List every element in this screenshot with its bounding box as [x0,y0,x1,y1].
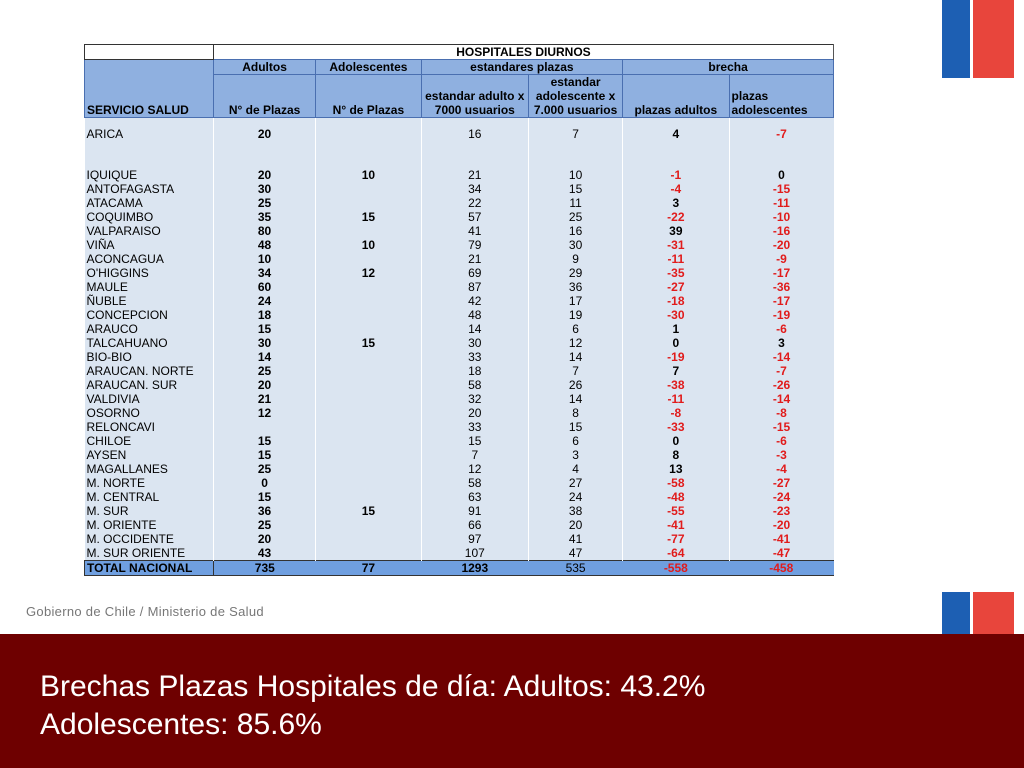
cell-estandar-adolescente: 26 [529,378,623,392]
table-row [85,350,834,364]
cell-servicio: VIÑA [85,238,214,252]
cell-plazas-adolescentes [316,294,421,308]
cell-plazas-adolescentes: 15 [316,210,421,224]
cell-servicio: TALCAHUANO [85,336,214,350]
cell-estandar-adulto: 22 [421,196,528,210]
cell-brecha-adolescentes: -20 [729,238,833,252]
cell-plazas-adolescentes [316,196,421,210]
cell-plazas-adultos: 20 [213,142,315,182]
cell-brecha-adolescentes: -26 [729,378,833,392]
table-row [85,448,834,462]
cell-servicio: ANTOFAGASTA [85,182,214,196]
cell-estandar-adolescente: 19 [529,308,623,322]
cell-brecha-adultos: -27 [623,280,729,294]
cell-servicio: ATACAMA [85,196,214,210]
cell-estandar-adolescente: 47 [529,546,623,561]
cell-plazas-adolescentes [316,350,421,364]
cell-estandar-adolescente: 14 [529,392,623,406]
total-cell-plazas-adolescentes: 77 [316,561,421,576]
cell-plazas-adolescentes [316,476,421,490]
cell-servicio: M. SUR [85,504,214,518]
cell-brecha-adultos: -41 [623,518,729,532]
table-row [85,364,834,378]
cell-estandar-adulto: 21 [421,252,528,266]
cell-plazas-adultos: 14 [213,350,315,364]
table-row [85,196,834,210]
table-row [85,420,834,434]
cell-plazas-adultos: 25 [213,364,315,378]
cell-brecha-adolescentes: -41 [729,532,833,546]
cell-plazas-adolescentes [316,118,421,143]
cell-plazas-adultos: 36 [213,504,315,518]
cell-brecha-adultos: 3 [623,196,729,210]
cell-estandar-adulto: 32 [421,392,528,406]
cell-plazas-adolescentes [316,406,421,420]
cell-estandar-adulto: 48 [421,308,528,322]
cell-plazas-adultos: 0 [213,476,315,490]
column-header-servicio: SERVICIO SALUD [85,60,214,118]
cell-estandar-adolescente: 6 [529,322,623,336]
cell-estandar-adolescente: 41 [529,532,623,546]
banner-title-line-1: Brechas Plazas Hospitales de día: Adultos: 43.2% [40,670,706,703]
cell-brecha-adultos: 39 [623,224,729,238]
cell-brecha-adolescentes: -8 [729,406,833,420]
table-title-row [85,45,834,60]
cell-estandar-adolescente: 38 [529,504,623,518]
table-row [85,238,834,252]
cell-servicio: ARAUCAN. SUR [85,378,214,392]
cell-plazas-adolescentes: 10 [316,238,421,252]
cell-brecha-adultos: -35 [623,266,729,280]
group-header-brecha: brecha [623,60,834,75]
cell-brecha-adolescentes: -9 [729,252,833,266]
cell-brecha-adolescentes: -14 [729,392,833,406]
cell-brecha-adultos: -1 [623,142,729,182]
cell-brecha-adultos: -22 [623,210,729,224]
cell-brecha-adultos: 8 [623,448,729,462]
cell-brecha-adultos: 13 [623,462,729,476]
cell-brecha-adultos: -58 [623,476,729,490]
cell-estandar-adulto: 33 [421,350,528,364]
cell-estandar-adolescente: 9 [529,252,623,266]
cell-brecha-adolescentes: -24 [729,490,833,504]
cell-plazas-adolescentes [316,392,421,406]
cell-plazas-adultos: 24 [213,294,315,308]
table-row [85,518,834,532]
cell-estandar-adulto: 57 [421,210,528,224]
cell-plazas-adolescentes: 15 [316,336,421,350]
cell-plazas-adolescentes [316,490,421,504]
table-row [85,280,834,294]
cell-servicio: ÑUBLE [85,294,214,308]
cell-plazas-adultos: 15 [213,448,315,462]
cell-brecha-adultos: -48 [623,490,729,504]
flag-red-stripe [972,592,1014,634]
cell-brecha-adolescentes: -23 [729,504,833,518]
cell-plazas-adultos: 35 [213,210,315,224]
table-row [85,504,834,518]
cell-brecha-adolescentes: -7 [729,364,833,378]
flag-blue-stripe [942,592,972,634]
cell-servicio: ARAUCAN. NORTE [85,364,214,378]
cell-servicio: ARICA [85,118,214,143]
cell-plazas-adolescentes: 15 [316,504,421,518]
cell-plazas-adultos: 18 [213,308,315,322]
table-row [85,210,834,224]
cell-plazas-adultos: 48 [213,238,315,252]
cell-brecha-adolescentes: -36 [729,280,833,294]
cell-brecha-adolescentes: -11 [729,196,833,210]
corner-cell [85,45,214,60]
cell-servicio: VALDIVIA [85,392,214,406]
cell-estandar-adolescente: 20 [529,518,623,532]
cell-brecha-adolescentes: -6 [729,322,833,336]
cell-brecha-adultos: -8 [623,406,729,420]
flag-divider [970,0,973,78]
flag-divider [970,592,973,634]
cell-plazas-adultos: 30 [213,336,315,350]
cell-brecha-adultos: -33 [623,420,729,434]
chile-flag-logo-bottom [942,592,1014,634]
table-row [85,252,834,266]
table-row [85,118,834,143]
cell-estandar-adolescente: 29 [529,266,623,280]
column-header-plazas-adultos: N° de Plazas [213,75,315,118]
cell-estandar-adulto: 15 [421,434,528,448]
cell-brecha-adolescentes: -10 [729,210,833,224]
cell-servicio: ACONCAGUA [85,252,214,266]
cell-estandar-adolescente: 15 [529,182,623,196]
group-header-adolescentes: Adolescentes [316,60,421,75]
chile-flag-logo-top [942,0,1014,78]
cell-brecha-adolescentes: -17 [729,294,833,308]
cell-estandar-adulto: 58 [421,476,528,490]
cell-servicio: M. ORIENTE [85,518,214,532]
cell-brecha-adultos: 4 [623,118,729,143]
cell-brecha-adolescentes: -15 [729,420,833,434]
cell-plazas-adolescentes [316,182,421,196]
cell-plazas-adultos: 25 [213,518,315,532]
cell-estandar-adulto: 66 [421,518,528,532]
cell-estandar-adulto: 21 [421,142,528,182]
column-header-estandar-adolescente: estandar adolescente x 7.000 usuarios [529,75,623,118]
cell-estandar-adolescente: 14 [529,350,623,364]
cell-brecha-adolescentes: -3 [729,448,833,462]
cell-plazas-adolescentes [316,532,421,546]
cell-estandar-adolescente: 11 [529,196,623,210]
cell-brecha-adultos: -77 [623,532,729,546]
cell-plazas-adultos: 15 [213,434,315,448]
flag-red-stripe [972,0,1014,78]
cell-plazas-adultos: 30 [213,182,315,196]
table-total-row [85,561,834,576]
table-row [85,308,834,322]
cell-estandar-adulto: 41 [421,224,528,238]
cell-plazas-adultos: 43 [213,546,315,561]
cell-brecha-adultos: -30 [623,308,729,322]
cell-estandar-adulto: 12 [421,462,528,476]
cell-servicio: OSORNO [85,406,214,420]
cell-estandar-adolescente: 17 [529,294,623,308]
cell-plazas-adultos [213,420,315,434]
table-row [85,532,834,546]
cell-brecha-adultos: 0 [623,434,729,448]
cell-estandar-adolescente: 16 [529,224,623,238]
cell-brecha-adultos: 0 [623,336,729,350]
table-row [85,294,834,308]
cell-estandar-adolescente: 25 [529,210,623,224]
cell-brecha-adolescentes: -47 [729,546,833,561]
cell-estandar-adulto: 63 [421,490,528,504]
cell-estandar-adolescente: 10 [529,142,623,182]
cell-servicio: AYSEN [85,448,214,462]
cell-estandar-adulto: 42 [421,294,528,308]
cell-servicio: CONCEPCION [85,308,214,322]
banner-title-line-2: Adolescentes: 85.6% [40,708,322,741]
cell-brecha-adolescentes: -14 [729,350,833,364]
cell-estandar-adolescente: 24 [529,490,623,504]
cell-estandar-adolescente: 8 [529,406,623,420]
column-header-estandar-adulto: estandar adulto x 7000 usuarios [421,75,528,118]
cell-plazas-adolescentes [316,518,421,532]
column-header-brecha-adultos: plazas adultos [623,75,729,118]
table-row [85,490,834,504]
column-header-plazas-adolescentes: N° de Plazas [316,75,421,118]
cell-estandar-adulto: 79 [421,238,528,252]
cell-servicio: BIO-BIO [85,350,214,364]
table-row [85,224,834,238]
cell-estandar-adulto: 14 [421,322,528,336]
cell-servicio: MAULE [85,280,214,294]
table-title: HOSPITALES DIURNOS [213,45,833,60]
cell-servicio: COQUIMBO [85,210,214,224]
hospitales-diurnos-table-container [84,44,834,576]
cell-plazas-adolescentes [316,546,421,561]
cell-plazas-adultos: 10 [213,252,315,266]
cell-estandar-adulto: 97 [421,532,528,546]
cell-estandar-adulto: 58 [421,378,528,392]
total-cell-servicio: TOTAL NACIONAL [85,561,214,576]
cell-estandar-adulto: 16 [421,118,528,143]
table-row [85,266,834,280]
banner-title [40,668,705,744]
cell-brecha-adultos: -38 [623,378,729,392]
cell-brecha-adolescentes: -15 [729,182,833,196]
table-row [85,434,834,448]
cell-servicio: CHILOE [85,434,214,448]
table-row [85,378,834,392]
table-row [85,406,834,420]
cell-plazas-adultos: 25 [213,462,315,476]
cell-brecha-adultos: -18 [623,294,729,308]
group-header-estandares: estandares plazas [421,60,623,75]
cell-servicio: M. CENTRAL [85,490,214,504]
hospitales-diurnos-table [84,44,834,576]
cell-brecha-adolescentes: -17 [729,266,833,280]
cell-brecha-adolescentes: -4 [729,462,833,476]
cell-estandar-adulto: 7 [421,448,528,462]
cell-brecha-adolescentes: 3 [729,336,833,350]
cell-plazas-adultos: 60 [213,280,315,294]
cell-plazas-adultos: 20 [213,378,315,392]
cell-plazas-adolescentes [316,308,421,322]
total-cell-brecha-adolescentes: -458 [729,561,833,576]
cell-brecha-adultos: -19 [623,350,729,364]
cell-plazas-adolescentes [316,280,421,294]
cell-servicio: MAGALLANES [85,462,214,476]
cell-servicio: M. NORTE [85,476,214,490]
cell-brecha-adultos: -31 [623,238,729,252]
cell-brecha-adultos: 1 [623,322,729,336]
cell-plazas-adolescentes [316,434,421,448]
cell-estandar-adolescente: 15 [529,420,623,434]
cell-servicio: IQUIQUE [85,142,214,182]
cell-servicio: RELONCAVI [85,420,214,434]
cell-estandar-adolescente: 3 [529,448,623,462]
cell-estandar-adolescente: 6 [529,434,623,448]
cell-estandar-adulto: 18 [421,364,528,378]
cell-plazas-adolescentes [316,420,421,434]
group-header-adultos: Adultos [213,60,315,75]
cell-brecha-adultos: -11 [623,252,729,266]
cell-brecha-adultos: -55 [623,504,729,518]
table-row [85,392,834,406]
group-header-row [85,60,834,75]
cell-estandar-adulto: 33 [421,420,528,434]
cell-estandar-adulto: 87 [421,280,528,294]
cell-servicio: VALPARAISO [85,224,214,238]
cell-estandar-adolescente: 4 [529,462,623,476]
cell-plazas-adultos: 25 [213,196,315,210]
cell-plazas-adolescentes [316,448,421,462]
cell-brecha-adolescentes: -16 [729,224,833,238]
cell-estandar-adolescente: 30 [529,238,623,252]
cell-brecha-adolescentes: -27 [729,476,833,490]
total-cell-plazas-adultos: 735 [213,561,315,576]
cell-brecha-adultos: -4 [623,182,729,196]
total-cell-brecha-adultos: -558 [623,561,729,576]
cell-servicio: M. SUR ORIENTE [85,546,214,561]
cell-brecha-adolescentes: -19 [729,308,833,322]
cell-plazas-adolescentes [316,322,421,336]
cell-estandar-adulto: 107 [421,546,528,561]
cell-estandar-adulto: 30 [421,336,528,350]
cell-brecha-adolescentes: -20 [729,518,833,532]
total-cell-estandar-adolescente: 535 [529,561,623,576]
cell-plazas-adolescentes [316,462,421,476]
table-row [85,546,834,561]
cell-brecha-adolescentes: 0 [729,142,833,182]
cell-estandar-adulto: 34 [421,182,528,196]
cell-plazas-adultos: 80 [213,224,315,238]
cell-plazas-adolescentes [316,252,421,266]
cell-servicio: O'HIGGINS [85,266,214,280]
column-header-brecha-adolescentes: plazas adolescentes [729,75,833,118]
cell-brecha-adolescentes: -7 [729,118,833,143]
total-cell-estandar-adulto: 1293 [421,561,528,576]
table-row [85,182,834,196]
flag-blue-stripe [942,0,972,78]
cell-estandar-adulto: 91 [421,504,528,518]
cell-brecha-adolescentes: -6 [729,434,833,448]
cell-brecha-adultos: -11 [623,392,729,406]
cell-plazas-adultos: 34 [213,266,315,280]
cell-plazas-adolescentes: 10 [316,142,421,182]
cell-estandar-adolescente: 7 [529,364,623,378]
cell-estandar-adolescente: 12 [529,336,623,350]
cell-brecha-adultos: -64 [623,546,729,561]
cell-estandar-adulto: 20 [421,406,528,420]
cell-plazas-adultos: 15 [213,322,315,336]
cell-plazas-adultos: 21 [213,392,315,406]
cell-plazas-adolescentes [316,224,421,238]
table-row [85,476,834,490]
cell-servicio: ARAUCO [85,322,214,336]
table-row [85,462,834,476]
table-row [85,322,834,336]
cell-estandar-adulto: 69 [421,266,528,280]
cell-plazas-adultos: 12 [213,406,315,420]
cell-plazas-adultos: 20 [213,532,315,546]
cell-estandar-adolescente: 7 [529,118,623,143]
footer-organization: Gobierno de Chile / Ministerio de Salud [26,604,264,619]
cell-servicio: M. OCCIDENTE [85,532,214,546]
cell-plazas-adultos: 15 [213,490,315,504]
cell-estandar-adolescente: 27 [529,476,623,490]
cell-estandar-adolescente: 36 [529,280,623,294]
cell-plazas-adolescentes [316,378,421,392]
table-row [85,142,834,182]
table-row [85,336,834,350]
cell-plazas-adultos: 20 [213,118,315,143]
cell-plazas-adolescentes: 12 [316,266,421,280]
cell-plazas-adolescentes [316,364,421,378]
cell-brecha-adultos: 7 [623,364,729,378]
